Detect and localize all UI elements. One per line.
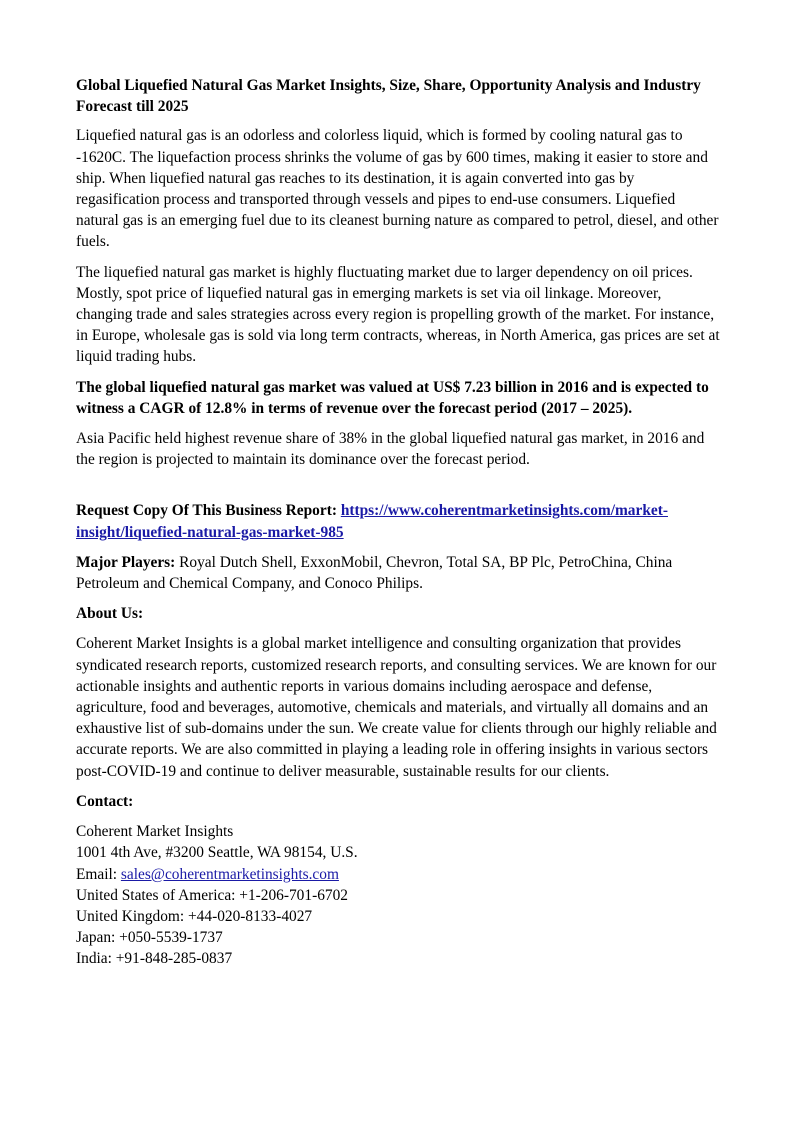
about-us-heading: About Us: bbox=[76, 605, 144, 623]
email-label: Email: bbox=[76, 865, 121, 883]
contact-email-line bbox=[76, 864, 721, 885]
market-paragraph: The liquefied natural gas market is highly fluctuating market due to larger dependency on oil prices. Mostly, spot price of liquefied natural gas in emerging markets is set via oil linkage. Moreover, changing trade and sales strategies across every region is propelling growth of the market. For instance, in Europe, wholesale gas is sold via long term contracts, whereas, in North America, gas prices are set at liquid trading hubs. bbox=[76, 263, 720, 366]
about-us-text: Coherent Market Insights is a global market intelligence and consulting organization that provides syndicated research reports, customized research reports, and consulting services. We are known for our actionable insights and authentic reports in various domains including aerospace and defense, agriculture, food and beverages, automotive, chemicals and materials, and virtually all domains and an exhaustive list of sub-domains under the sun. We create value for clients through our highly reliable and accurate reports. We are also committed in playing a leading role in offering insights in various sectors post-COVID-19 and continue to deliver measurable, sustainable results for our clients. bbox=[76, 635, 717, 780]
document-page bbox=[76, 75, 721, 970]
report-link[interactable]: https://www.coherentmarketinsights.com/market-insight/liquefied-natural-gas-market-985 bbox=[76, 502, 668, 541]
request-copy-line bbox=[76, 500, 721, 542]
market-value-highlight: The global liquefied natural gas market was valued at US$ 7.23 billion in 2016 and is expected to witness a CAGR of 12.8% in terms of revenue over the forecast period (2017 – 2025). bbox=[76, 378, 709, 417]
major-players-label: Major Players: bbox=[76, 553, 176, 571]
contact-details bbox=[76, 821, 721, 969]
major-players-list: Royal Dutch Shell, ExxonMobil, Chevron, Total SA, BP Plc, PetroChina, China Petroleum and Chemical Company, and Conoco Philips. bbox=[76, 553, 673, 593]
contact-phone-uk: United Kingdom: +44-020-8133-4027 bbox=[76, 907, 313, 925]
contact-heading: Contact: bbox=[76, 792, 134, 810]
request-copy-label: Request Copy Of This Business Report: bbox=[76, 502, 341, 520]
email-link[interactable]: sales@coherentmarketinsights.com bbox=[120, 865, 339, 883]
contact-company: Coherent Market Insights bbox=[76, 823, 234, 841]
contact-phone-india: India: +91-848-285-0837 bbox=[76, 950, 233, 968]
intro-paragraph: Liquefied natural gas is an odorless and colorless liquid, which is formed by cooling natural gas to -1620C. The liquefaction process shrinks the volume of gas by 600 times, making it easier to store and ship. When liquefied natural gas reaches to its destination, it is again converted into gas by regasification process and transported through vessels and pipes to end-use consumers. Liquefied natural gas is an emerging fuel due to its cleanest burning nature as compared to petrol, diesel, and other fuels. bbox=[76, 127, 719, 251]
section-spacer bbox=[76, 479, 721, 500]
contact-phone-japan: Japan: +050-5539-1737 bbox=[76, 929, 223, 947]
major-players-line bbox=[76, 552, 721, 594]
document-title: Global Liquefied Natural Gas Market Insights, Size, Share, Opportunity Analysis and Industry Forecast till 2025 bbox=[76, 77, 701, 116]
contact-address: 1001 4th Ave, #3200 Seattle, WA 98154, U.S. bbox=[76, 844, 358, 862]
contact-phone-us: United States of America: +1-206-701-6702 bbox=[76, 886, 348, 904]
asia-pacific-paragraph: Asia Pacific held highest revenue share of 38% in the global liquefied natural gas market, in 2016 and the region is projected to maintain its dominance over the forecast period. bbox=[76, 430, 705, 469]
